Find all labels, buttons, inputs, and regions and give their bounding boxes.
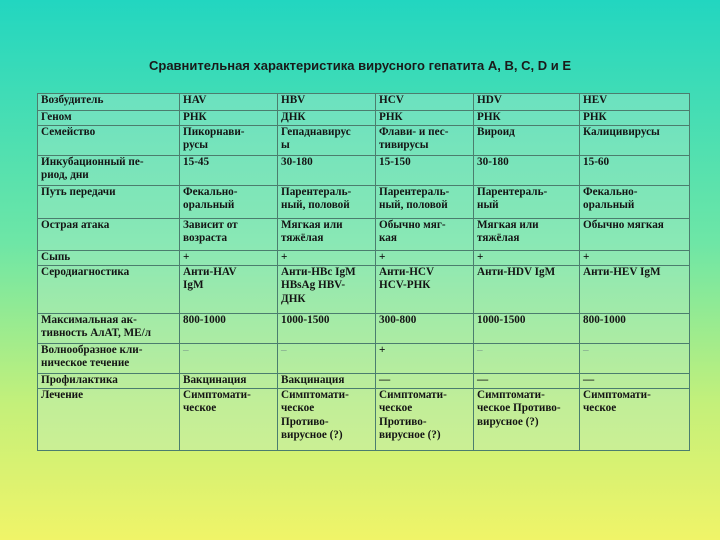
row-label: Лечение [38,388,180,450]
table-cell: Мягкая или тяжёлая [474,218,580,250]
table-cell: 15-150 [376,155,474,185]
table-cell: Вакцинация [180,373,278,388]
hepatitis-comparison-table [37,93,689,451]
table-row-acute-attack [38,218,690,250]
table-cell: Симптомати- ческое Противо- вирусное (?) [278,388,376,450]
table-row-serodiagnostics [38,265,690,313]
row-label: Максимальная ак- тивность АлАТ, МЕ/л [38,313,180,343]
table-cell: + [180,250,278,265]
table-cell: 1000-1500 [474,313,580,343]
table-cell: Парентераль- ный, половой [278,185,376,218]
row-label: Геном [38,111,180,126]
table-cell: 30-180 [278,155,376,185]
table-cell: Симптомати- ческое Противо- вирусное (?) [376,388,474,450]
column-header-hbv: HBV [278,94,376,111]
table-cell: — [580,373,690,388]
table-cell: РНК [180,111,278,126]
column-header-hdv: HDV [474,94,580,111]
column-header-hev: HEV [580,94,690,111]
table-row-treatment [38,388,690,450]
row-label: Инкубационный пе- риод, дни [38,155,180,185]
table-cell: + [580,250,690,265]
table-cell: РНК [474,111,580,126]
table-cell: Анти-HEV IgM [580,265,690,313]
table-cell: РНК [376,111,474,126]
table-row-transmission [38,185,690,218]
table-cell: Анти-HAV IgM [180,265,278,313]
row-label: Серодиагностика [38,265,180,313]
row-label: Острая атака [38,218,180,250]
table-cell: Обычно мягкая [580,218,690,250]
table-row-wavelike-course [38,343,690,373]
table-cell: Анти-HDV IgM [474,265,580,313]
table-cell: Флави- и пес- тивирусы [376,125,474,155]
row-label: Сыпь [38,250,180,265]
table-cell: Вироид [474,125,580,155]
table-cell: Симптомати- ческое [580,388,690,450]
table-cell: – [474,343,580,373]
table-row-header [38,94,690,111]
table-cell: РНК [580,111,690,126]
row-label: Волнообразное кли- ническое течение [38,343,180,373]
table-cell: ДНК [278,111,376,126]
row-label: Семейство [38,125,180,155]
table-cell: Симптомати- ческое [180,388,278,450]
table-cell: Анти-HCV HCV-РНК [376,265,474,313]
table-cell: + [474,250,580,265]
table-row-alat-activity [38,313,690,343]
column-header-hav: HAV [180,94,278,111]
table-row-prevention [38,373,690,388]
column-header-hcv: HCV [376,94,474,111]
table-cell: + [376,343,474,373]
table-cell: 800-1000 [180,313,278,343]
table-cell: 15-60 [580,155,690,185]
table-cell: – [278,343,376,373]
table-cell: + [278,250,376,265]
table-cell: – [580,343,690,373]
row-label: Путь передачи [38,185,180,218]
table-cell: Мягкая или тяжёлая [278,218,376,250]
table-cell: Анти-HBc IgM HBsAg HBV- ДНК [278,265,376,313]
page-title: Сравнительная характеристика вирусного гепатита A, B, C, D и E [148,58,571,73]
table-row-family [38,125,690,155]
table-cell: Пикорнави- русы [180,125,278,155]
table-cell: — [376,373,474,388]
row-label: Возбудитель [38,94,180,111]
table-cell: Парентераль- ный, половой [376,185,474,218]
table-row-incubation [38,155,690,185]
table-row-genome [38,111,690,126]
table-cell: 1000-1500 [278,313,376,343]
table-cell: Гепаднавирус ы [278,125,376,155]
table-cell: – [180,343,278,373]
row-label: Профилактика [38,373,180,388]
table-cell: 30-180 [474,155,580,185]
table-cell: Фекально- оральный [580,185,690,218]
table-cell: Калицивирусы [580,125,690,155]
table-cell: 15-45 [180,155,278,185]
table-cell: Симптомати- ческое Противо- вирусное (?) [474,388,580,450]
table-cell: 300-800 [376,313,474,343]
table-cell: Парентераль- ный [474,185,580,218]
table-cell: Вакцинация [278,373,376,388]
table-cell: Зависит от возраста [180,218,278,250]
table-cell: Обычно мяг- кая [376,218,474,250]
table-cell: — [474,373,580,388]
table-cell: + [376,250,474,265]
table-cell: Фекально- оральный [180,185,278,218]
table-row-rash [38,250,690,265]
table-cell: 800-1000 [580,313,690,343]
